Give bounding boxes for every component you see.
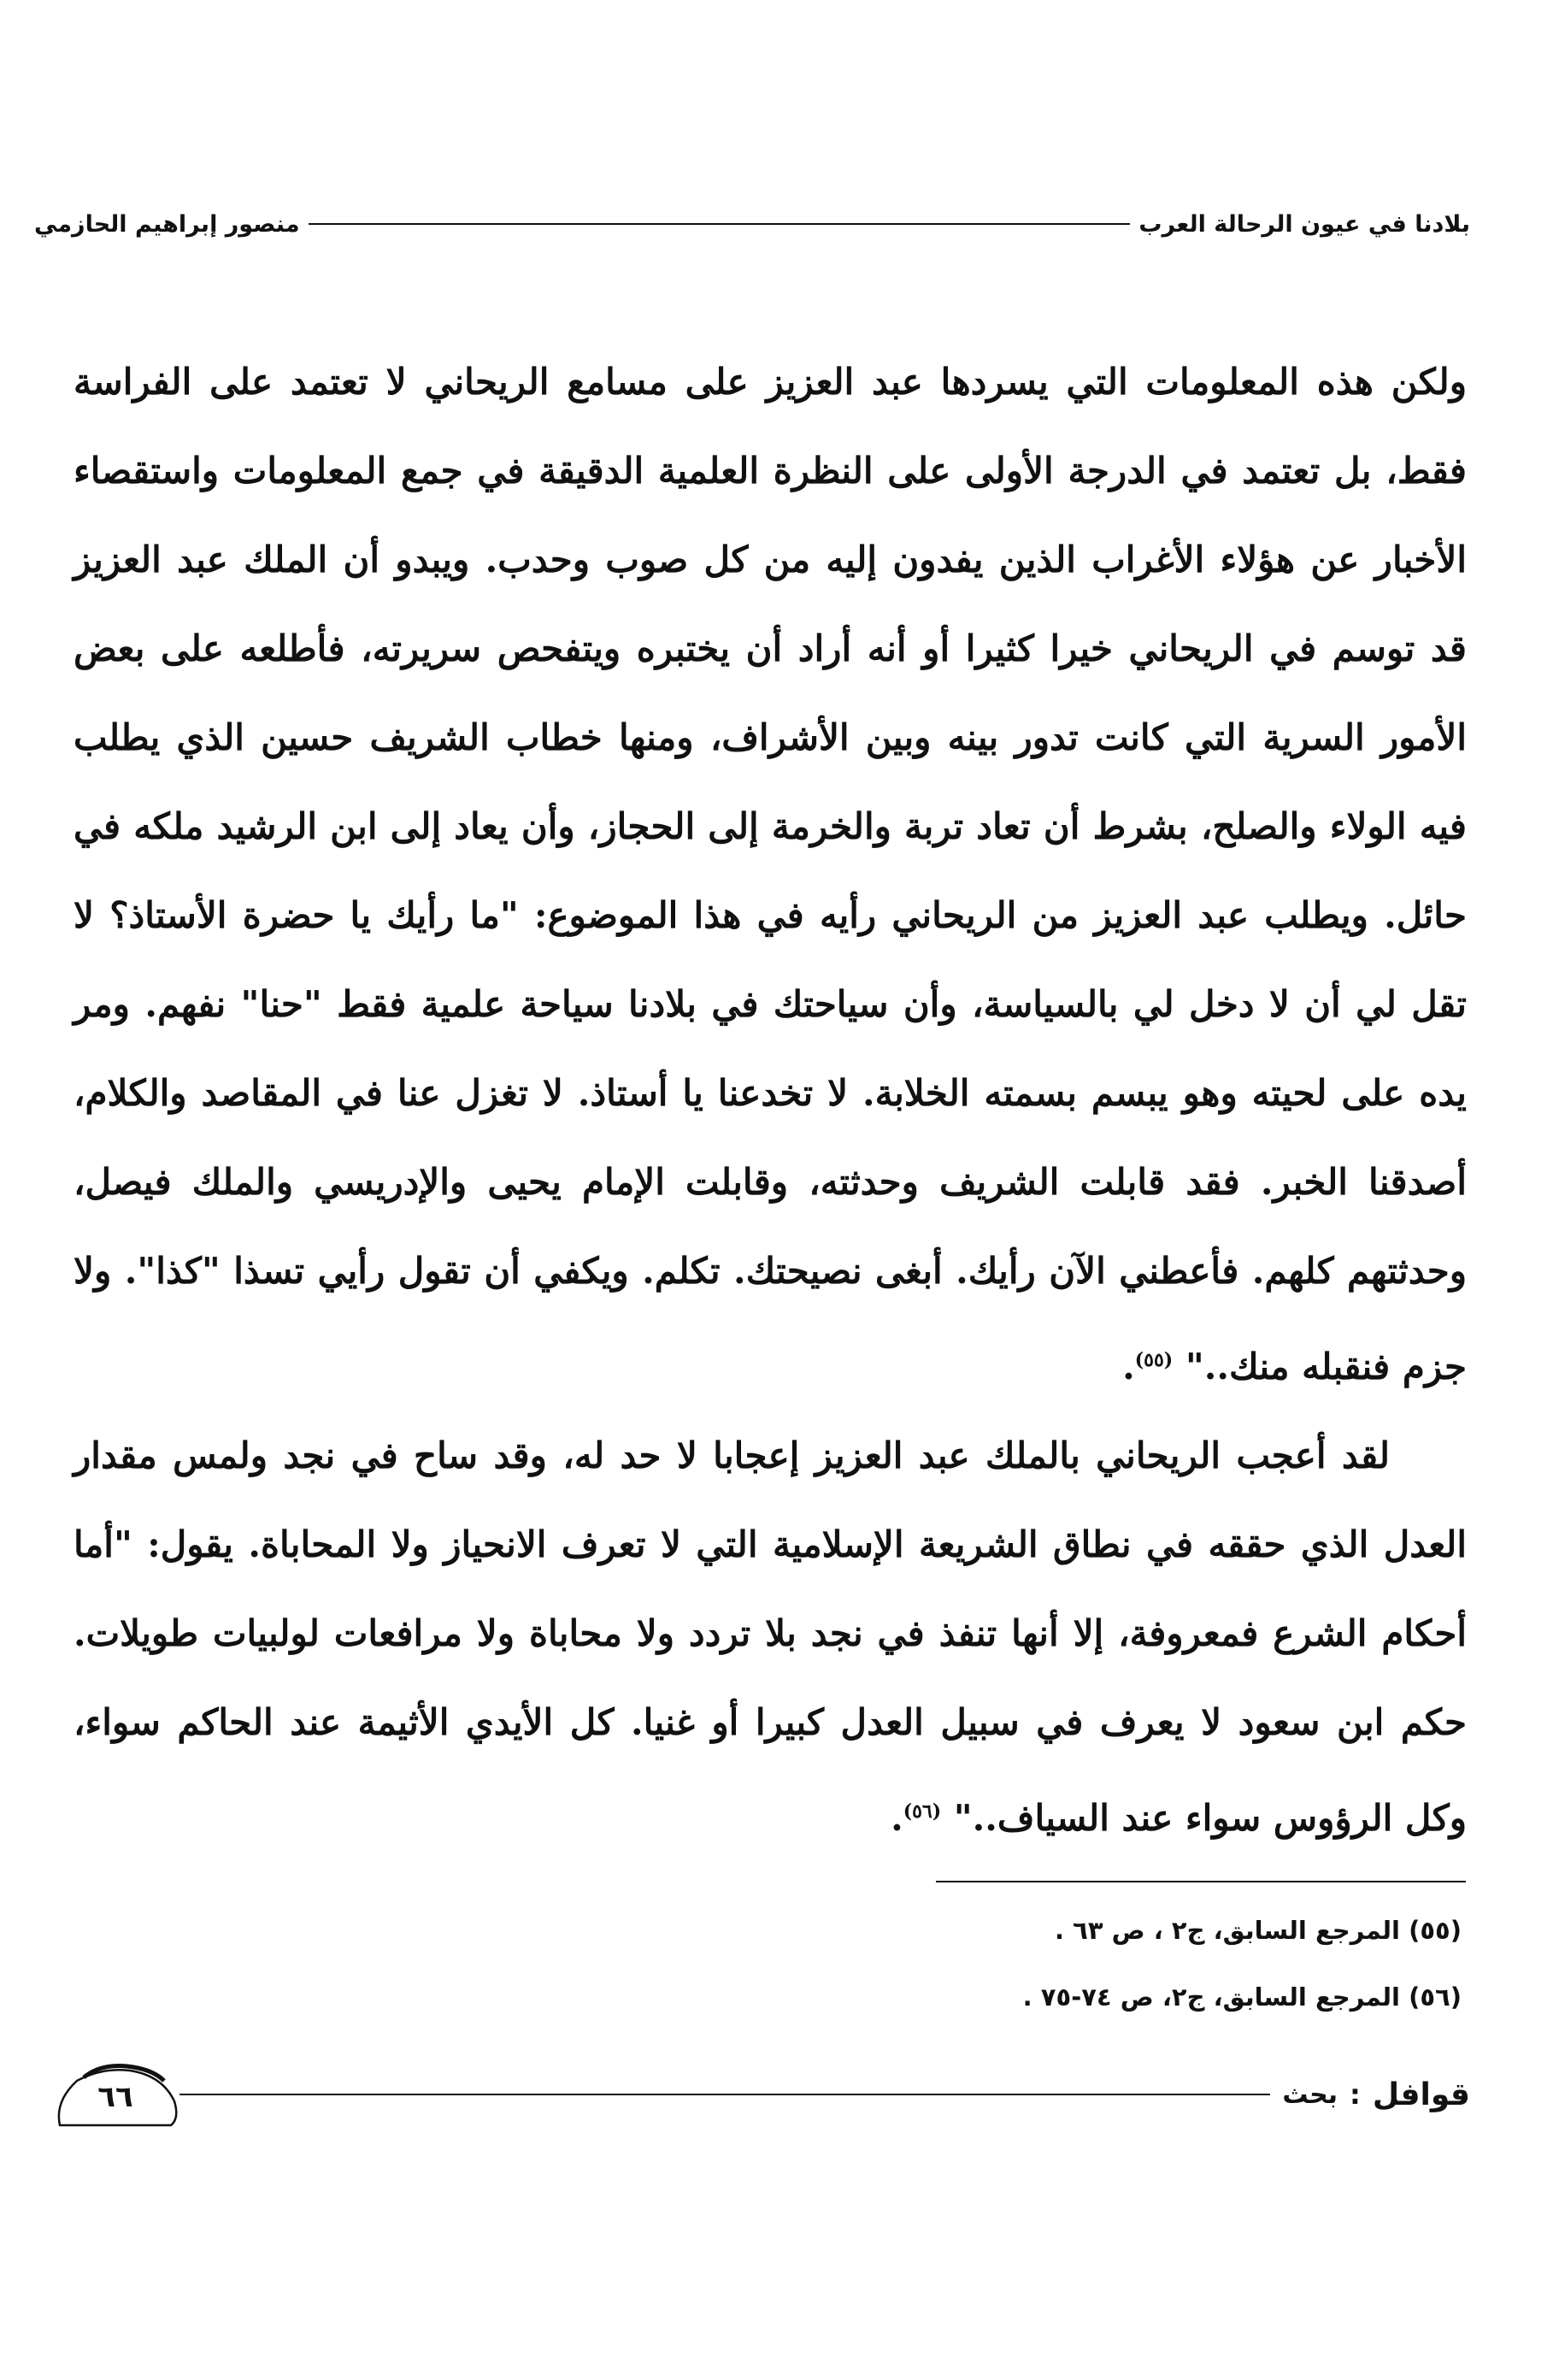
section-label: بحث: [1282, 2079, 1338, 2110]
journal-name: قوافل: [1372, 2077, 1470, 2112]
paragraph-1-text: ولكن هذه المعلومات التي يسردها عبد العزيز على مسامع الريحاني لا تعتمد على الفراسة فقط، بل تعتمد في الدرجة الأولى على النظرة العلمية الدقيقة في جمع المعلومات واستقصاء الأخبار عن هؤلاء الأغراب الذين يفدون إليه من كل صوب وحدب. ويبدو أن الملك عبد العزيز قد توسم في الريحاني خيرا كثيرا أو أنه أراد أن يختبره ويتفحص سريرته، فأطلعه على بعض الأمور السرية التي كانت تدور بينه وبين الأشراف، ومنها خطاب الشريف حسين الذي يطلب فيه الولاء والصلح، بشرط أن تعاد تربة والخرمة إلى الحجاز، وأن يعاد إلى ابن الرشيد ملكه في حائل. ويطلب عبد العزيز من الريحاني رأيه في هذا الموضوع: "ما رأيك يا حضرة الأستاذ؟ لا تقل لي أن لا دخل لي بالسياسة، وأن سياحتك في بلادنا سياحة علمية فقط "حنا" نفهم. ومر يده على لحيته وهو يبسم بسمته الخلابة. لا تخدعنا يا أستاذ. لا تغزل عنا في المقاصد والكلام، أصدقنا الخبر. فقد قابلت الشريف وحدثته، وقابلت الإمام يحيى والإدريسي والملك فيصل، وحدثتهم كلهم. فأعطني الآن رأيك. أبغى نصيحتك. تكلم. ويكفي أن تقول رأيي تسذا "كذا". ولا جزم فنقبله منك..": [74, 361, 1467, 1387]
author-name: منصور إبراهيم الحازمي: [34, 210, 300, 238]
footnote-ref-55: (٥٥): [1134, 1349, 1174, 1371]
body-text: [74, 338, 1467, 1863]
book-title: بلادنا في عيون الرحالة العرب: [1138, 210, 1470, 238]
footnote-ref-56: (٥٦): [903, 1800, 942, 1823]
running-header: [34, 198, 1470, 250]
page-number: ٦٦: [97, 2080, 133, 2114]
page-footer: [51, 2056, 1470, 2133]
page-number-badge: [51, 2059, 179, 2130]
paragraph-1: ولكن هذه المعلومات التي يسردها عبد العزيز على مسامع الريحاني لا تعتمد على الفراسة فقط، بل تعتمد في الدرجة الأولى على النظرة العلمية الدقيقة في جمع المعلومات واستقصاء الأخبار عن هؤلاء الأغراب الذين يفدون إليه من كل صوب وحدب. ويبدو أن الملك عبد العزيز قد توسم في الريحاني خيرا كثيرا أو أنه أراد أن يختبره ويتفحص سريرته، فأطلعه على بعض الأمور السرية التي كانت تدور بينه وبين الأشراف، ومنها خطاب الشريف حسين الذي يطلب فيه الولاء والصلح، بشرط أن تعاد تربة والخرمة إلى الحجاز، وأن يعاد إلى ابن الرشيد ملكه في حائل. ويطلب عبد العزيز من الريحاني رأيه في هذا الموضوع: "ما رأيك يا حضرة الأستاذ؟ لا تقل لي أن لا دخل لي بالسياسة، وأن سياحتك في بلادنا سياحة علمية فقط "حنا" نفهم. ومر يده على لحيته وهو يبسم بسمته الخلابة. لا تخدعنا يا أستاذ. لا تغزل عنا في المقاصد والكلام، أصدقنا الخبر. فقد قابلت الشريف وحدثته، وقابلت الإمام يحيى والإدريسي والملك فيصل، وحدثتهم كلهم. فأعطني الآن رأيك. أبغى نصيحتك. تكلم. ويكفي أن تقول رأيي تسذا "كذا". ولا جزم فنقبله منك.." $^{(٥٥)}$.: [74, 361, 1467, 1387]
footnotes: [513, 1913, 1462, 2047]
paragraph-2-text: لقد أعجب الريحاني بالملك عبد العزيز إعجابا لا حد له، وقد ساح في نجد ولمس مقدار العدل الذي حققه في نطاق الشريعة الإسلامية التي لا تعرف الانحياز ولا المحاباة. يقول: "أما أحكام الشرع فمعروفة، إلا أنها تنفذ في نجد بلا تردد ولا محاباة ولا مرافعات لولبيات طويلات. حكم ابن سعود لا يعرف في سبيل العدل كبيرا أو غنيا. كل الأيدي الأثيمة عند الحاكم سواء، وكل الرؤوس سواء عند السياف..": [74, 1434, 1467, 1839]
footnote-56: (٥٦) المرجع السابق، ج٢، ص ٧٤-٧٥ .: [1022, 1982, 1462, 2012]
paragraph-2: لقد أعجب الريحاني بالملك عبد العزيز إعجابا لا حد له، وقد ساح في نجد ولمس مقدار العدل الذي حققه في نطاق الشريعة الإسلامية التي لا تعرف الانحياز ولا المحاباة. يقول: "أما أحكام الشرع فمعروفة، إلا أنها تنفذ في نجد بلا تردد ولا محاباة ولا مرافعات لولبيات طويلات. حكم ابن سعود لا يعرف في سبيل العدل كبيرا أو غنيا. كل الأيدي الأثيمة عند الحاكم سواء، وكل الرؤوس سواء عند السياف.." $^{(٥٦)}$.: [74, 1434, 1467, 1839]
footnote-55: (٥٥) المرجع السابق، ج٢ ، ص ٦٣ .: [1055, 1916, 1462, 1945]
footer-rule: [179, 2094, 1270, 2095]
header-rule: [309, 223, 1131, 225]
footnote-separator: [936, 1881, 1466, 1882]
footer-separator: :: [1350, 2078, 1361, 2111]
